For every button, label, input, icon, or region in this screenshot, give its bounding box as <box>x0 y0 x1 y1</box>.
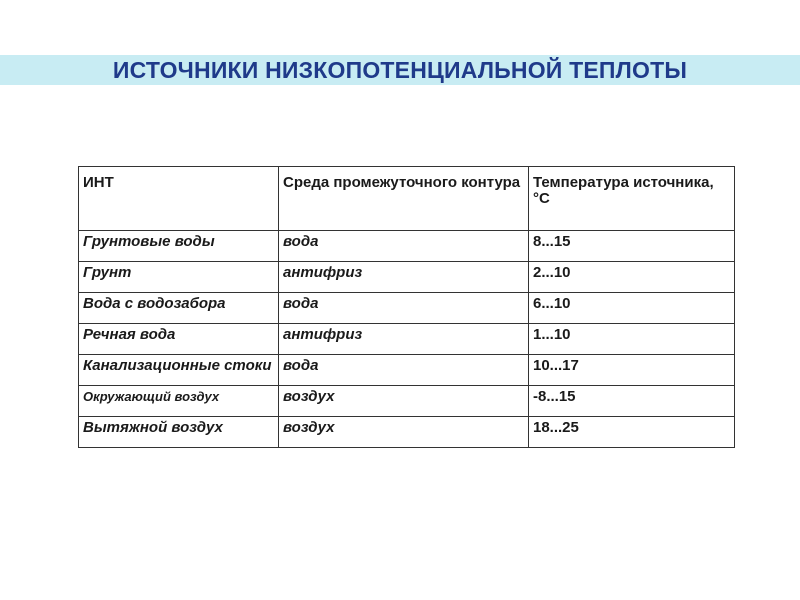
medium-cell: антифриз <box>279 324 529 355</box>
temperature-cell: -8...15 <box>529 386 735 417</box>
temperature-cell: 10...17 <box>529 355 735 386</box>
medium-cell: антифриз <box>279 262 529 293</box>
source-cell: Речная вода <box>79 324 279 355</box>
source-cell: Окружающий воздух <box>79 386 279 417</box>
source-cell: Грунт <box>79 262 279 293</box>
source-cell: Грунтовые воды <box>79 231 279 262</box>
table-row <box>79 293 735 324</box>
medium-cell: воздух <box>279 417 529 448</box>
header-source: ИНТ <box>79 167 279 231</box>
temperature-cell: 18...25 <box>529 417 735 448</box>
source-cell: Канализационные стоки <box>79 355 279 386</box>
source-cell: Вытяжной воздух <box>79 417 279 448</box>
medium-cell: воздух <box>279 386 529 417</box>
temperature-cell: 8...15 <box>529 231 735 262</box>
table-row <box>79 262 735 293</box>
table-row <box>79 417 735 448</box>
table-row <box>79 231 735 262</box>
medium-cell: вода <box>279 355 529 386</box>
table-header-row <box>79 167 735 231</box>
header-medium: Среда промежуточного контура <box>279 167 529 231</box>
medium-cell: вода <box>279 293 529 324</box>
heat-sources-table <box>78 166 735 448</box>
header-temperature: Температура источника, °С <box>529 167 735 231</box>
slide-title: ИСТОЧНИКИ НИЗКОПОТЕНЦИАЛЬНОЙ ТЕПЛОТЫ <box>112 57 688 83</box>
temperature-cell: 1...10 <box>529 324 735 355</box>
temperature-cell: 2...10 <box>529 262 735 293</box>
medium-cell: вода <box>279 231 529 262</box>
table-row <box>79 386 735 417</box>
table-row <box>79 355 735 386</box>
table-row <box>79 324 735 355</box>
source-cell: Вода с водозабора <box>79 293 279 324</box>
temperature-cell: 6...10 <box>529 293 735 324</box>
